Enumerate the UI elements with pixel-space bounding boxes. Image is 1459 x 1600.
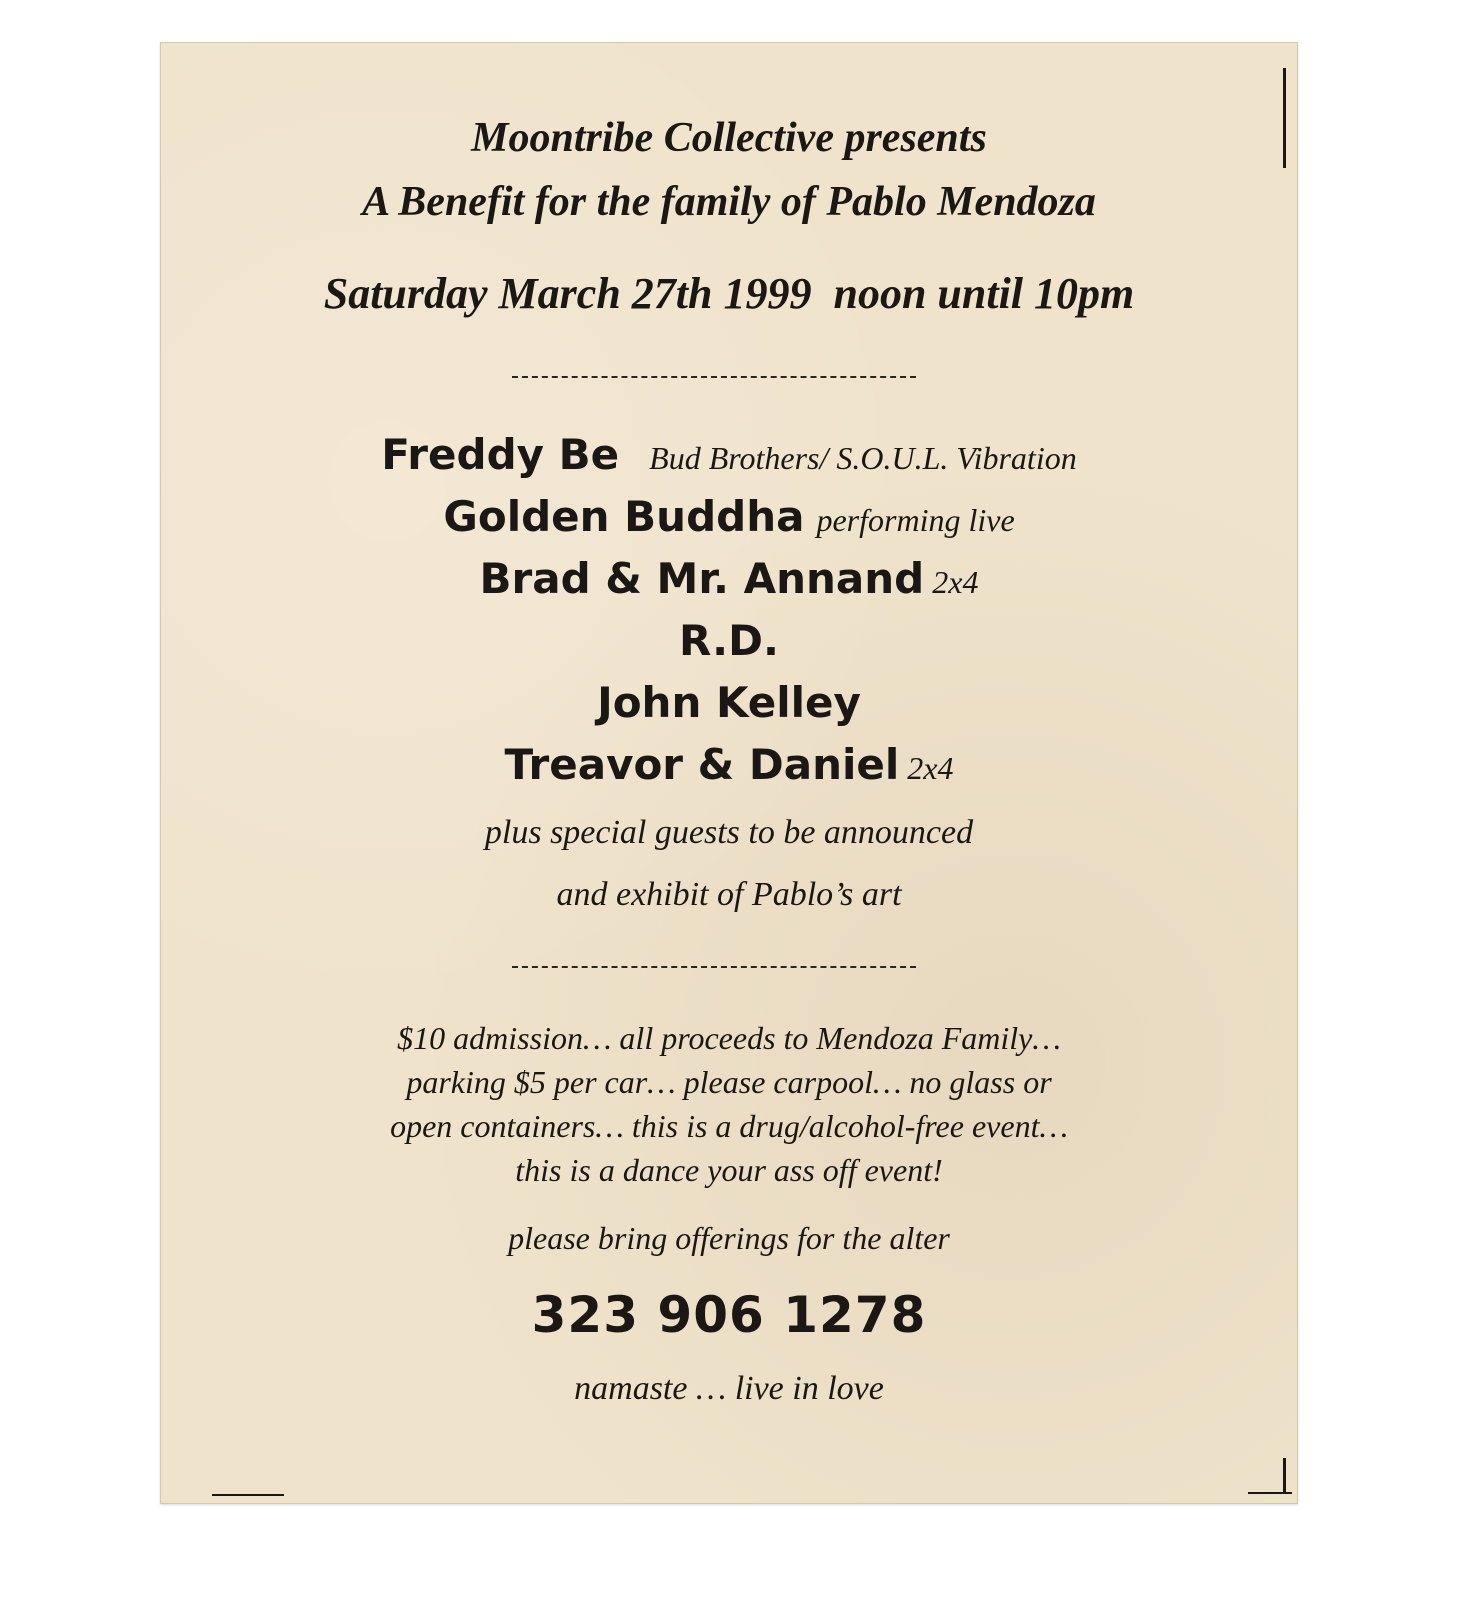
artist-note: 2x4 bbox=[932, 564, 979, 600]
artist-name: John Kelley bbox=[597, 678, 861, 727]
lineup-item-golden-buddha bbox=[160, 492, 1298, 541]
presenter-line: Moontribe Collective presents bbox=[471, 115, 987, 161]
admission-info-line: $10 admission… all proceeds to Mendoza Family… bbox=[397, 1020, 1061, 1056]
artist-name: Brad & Mr. Annand bbox=[479, 554, 925, 603]
artist-note: 2x4 bbox=[907, 750, 954, 786]
art-exhibit-line: and exhibit of Pablo’s art bbox=[556, 876, 902, 913]
parking-info-line: parking $5 per car… please carpool… no glass or bbox=[406, 1064, 1052, 1100]
crop-mark-top-right bbox=[1283, 68, 1286, 168]
crop-mark-bottom-right bbox=[1283, 1458, 1286, 1494]
artist-name: R.D. bbox=[679, 616, 779, 665]
closing-line: namaste … live in love bbox=[574, 1370, 884, 1407]
lineup-item-freddy-be bbox=[160, 430, 1298, 479]
artist-note: Bud Brothers/ S.O.U.L. Vibration bbox=[649, 440, 1077, 476]
artist-name: Treavor & Daniel bbox=[504, 740, 900, 789]
artist-name: Freddy Be bbox=[381, 430, 620, 479]
top-divider bbox=[512, 376, 916, 378]
crop-mark-bottom-left bbox=[212, 1494, 284, 1496]
lineup-item-john-kelley bbox=[160, 678, 1298, 727]
bottom-divider bbox=[512, 966, 916, 968]
date-time-line: Saturday March 27th 1999 noon until 10pm bbox=[323, 269, 1135, 318]
lineup-item-treavor-daniel bbox=[160, 740, 1298, 789]
special-guests-line: plus special guests to be announced bbox=[484, 814, 974, 851]
artist-name: Golden Buddha bbox=[443, 492, 805, 541]
flyer-card bbox=[160, 42, 1298, 1504]
lineup-item-brad-mr-annand bbox=[160, 554, 1298, 603]
benefit-line: A Benefit for the family of Pablo Mendoza bbox=[362, 179, 1096, 225]
artist-note: performing live bbox=[816, 502, 1015, 538]
offerings-line: please bring offerings for the alter bbox=[508, 1220, 950, 1256]
lineup-item-rd bbox=[160, 616, 1298, 665]
rules-info-line: open containers… this is a drug/alcohol-free event… bbox=[390, 1108, 1068, 1144]
dance-info-line: this is a dance your ass off event! bbox=[515, 1152, 943, 1188]
crop-mark-bottom-right-h bbox=[1248, 1492, 1292, 1494]
phone-number: 323 906 1278 bbox=[531, 1286, 927, 1344]
